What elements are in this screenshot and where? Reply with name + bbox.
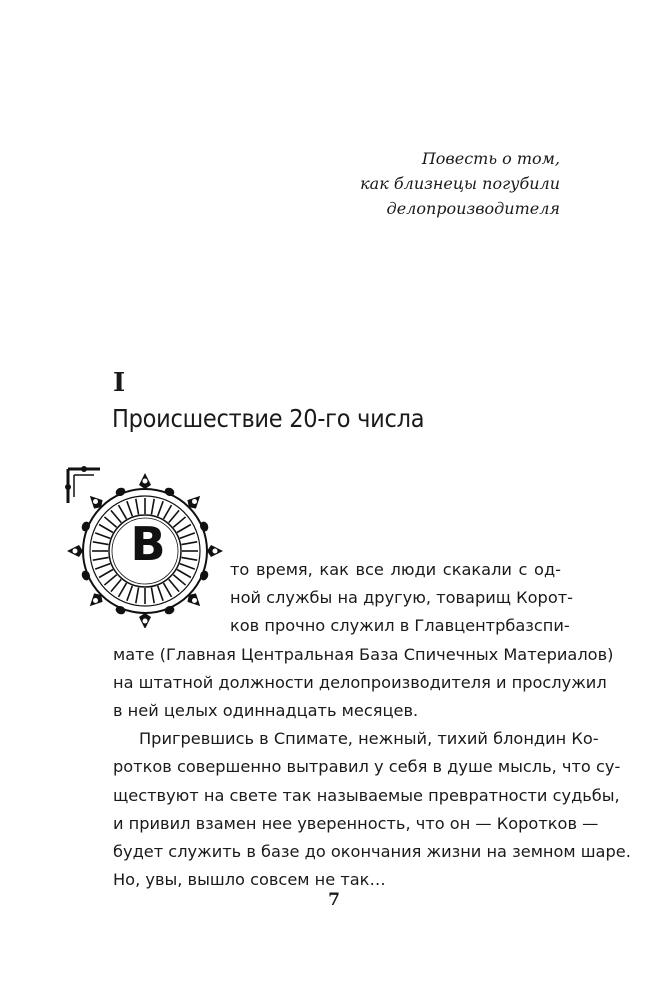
body-text bbox=[113, 556, 631, 894]
text-line: Но, увы, вышло совсем не так… bbox=[113, 870, 386, 890]
text-line: и привил взамен нее уверенность, что он — Коротков — bbox=[113, 813, 599, 833]
text-line: ной службы на другую, товарищ Корот- bbox=[230, 588, 573, 608]
page-number: 7 bbox=[328, 890, 340, 910]
text-line: то время, как все люди скакали с од- bbox=[230, 560, 561, 579]
text-line: будет служить в базе до окончания жизни на земном шаре. bbox=[113, 842, 631, 862]
chapter-number: I bbox=[113, 368, 126, 398]
text-line: на штатной должности делопроизводителя и прослужил bbox=[113, 672, 607, 692]
chapter-title: Происшествие 20-го числа bbox=[112, 404, 425, 433]
drop-cap-letter: В bbox=[130, 516, 166, 571]
epigraph-line: делопроизводителя bbox=[386, 199, 560, 218]
epigraph-line: Повесть о том, bbox=[421, 149, 560, 168]
text-line: мате (Главная Центральная База Спичечных Материалов) bbox=[113, 644, 614, 664]
text-line: ротков совершенно вытравил у себя в душе мысль, что су- bbox=[113, 757, 621, 777]
text-line: Пригревшись в Спимате, нежный, тихий блондин Ко- bbox=[139, 729, 599, 749]
text-line: в ней целых одиннадцать месяцев. bbox=[113, 701, 419, 721]
epigraph bbox=[260, 146, 560, 221]
text-line: ществуют на свете так называемые превратности судьбы, bbox=[113, 785, 620, 805]
epigraph-line: как близнецы погубили bbox=[360, 174, 560, 193]
text-line: ков прочно служил в Главцентрбазспи- bbox=[230, 616, 570, 636]
